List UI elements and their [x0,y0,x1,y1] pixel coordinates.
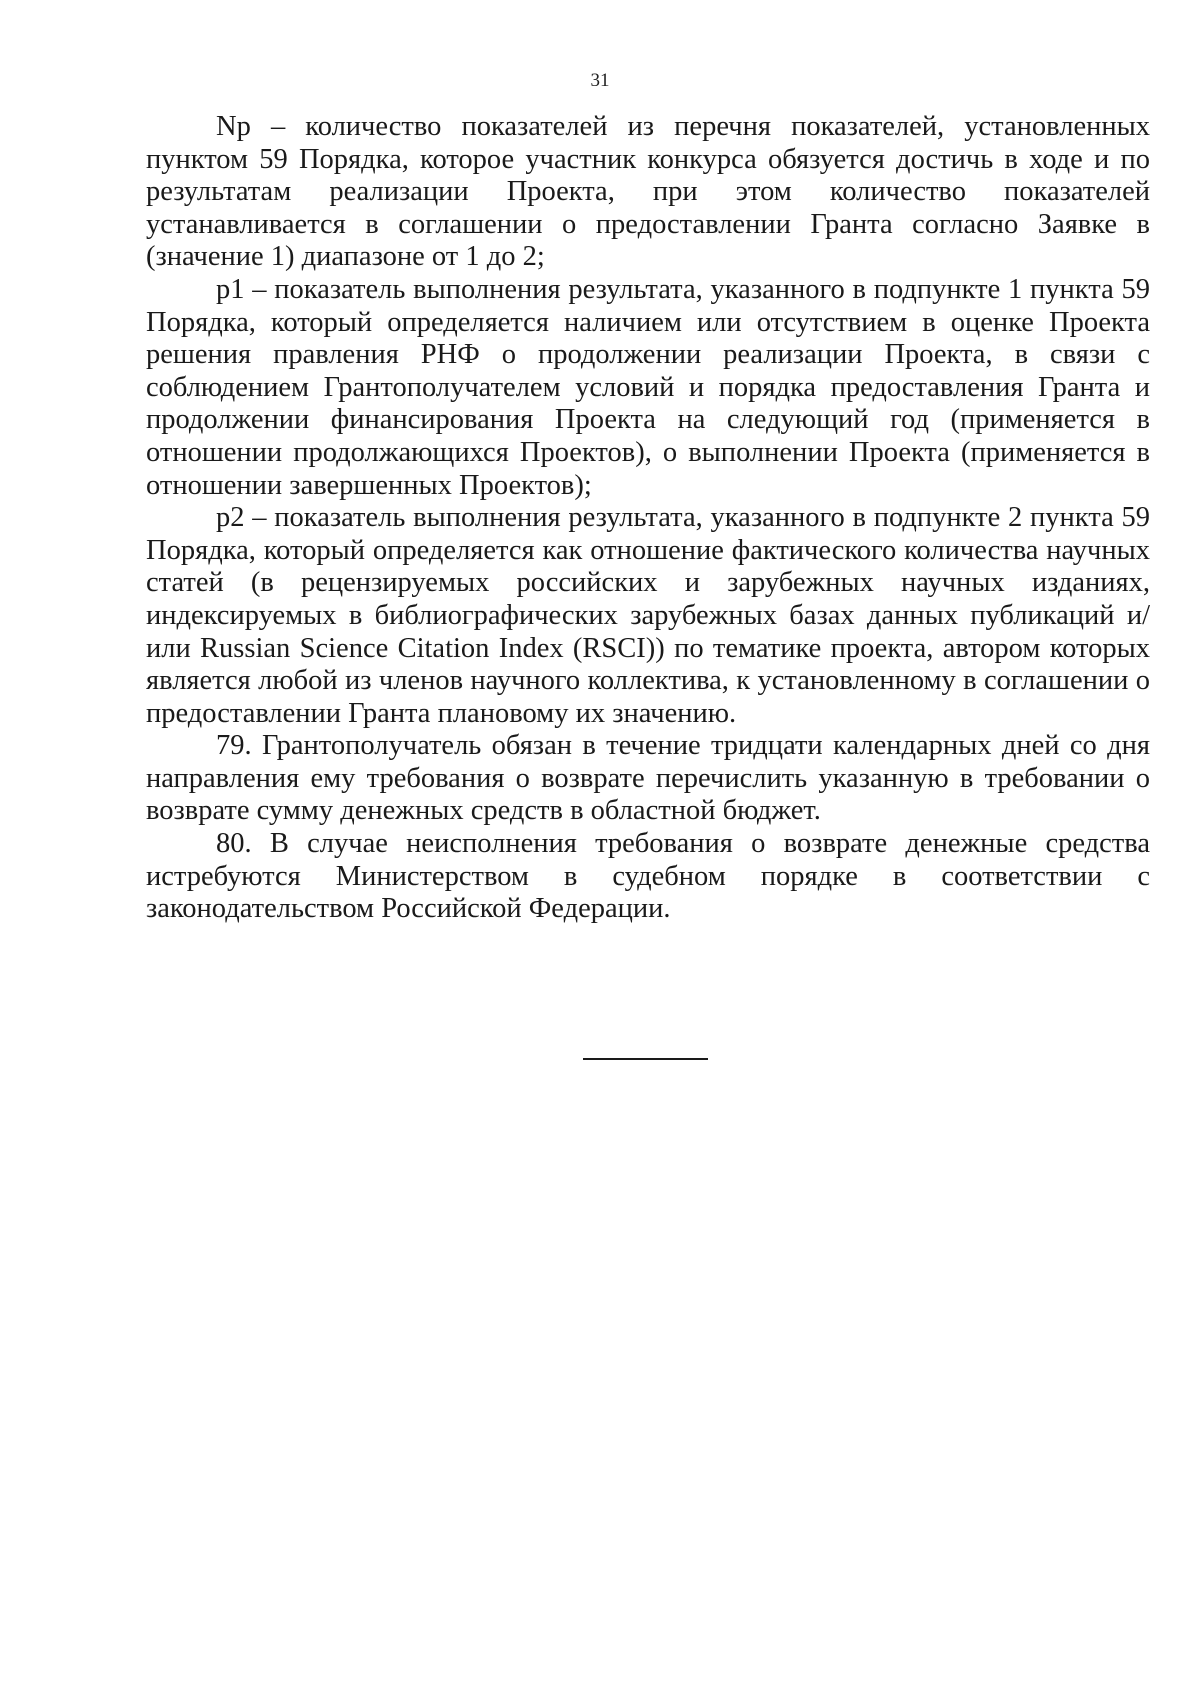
paragraph-p2-definition: p2 – показатель выполнения результата, указанного в подпункте 2 пункта 59 Порядка, который определяется как отношение фактического количества научных статей (в рецензируемых российских и зарубежных научных изданиях, индексируемых в библиографических зарубежных базах данных публикаций и/или Russian Science Citation Index (RSCI)) по тематике проекта, автором которых является любой из членов научного коллектива, к установленному в соглашении о предоставлении Гранта плановому их значению. [146,502,1150,729]
document-body [146,111,1150,926]
paragraph-np-definition: Np – количество показателей из перечня показателей, установленных пунктом 59 Порядка, которое участник конкурса обязуется достичь в ходе и по результатам реализации Проекта, при этом количество показателей устанавливается в соглашении о предоставлении Гранта согласно Заявке в (значение 1) диапазоне от 1 до 2; [146,111,1150,273]
paragraph-clause-79: 79. Грантополучатель обязан в течение тридцати календарных дней со дня направления ему требования о возврате перечислить указанную в требовании о возврате сумму денежных средств в областной бюджет. [146,730,1150,827]
paragraph-p1-definition: p1 – показатель выполнения результата, указанного в подпункте 1 пункта 59 Порядка, который определяется наличием или отсутствием в оценке Проекта решения правления РНФ о продолжении реализации Проекта, в связи с соблюдением Грантополучателем условий и порядка предоставления Гранта и продолжении финансирования Проекта на следующий год (применяется в отношении продолжающихся Проектов), о выполнении Проекта (применяется в отношении завершенных Проектов); [146,273,1150,501]
page-number: 31 [590,70,610,91]
end-of-document-rule [583,1058,708,1060]
paragraph-clause-80: 80. В случае неисполнения требования о возврате денежные средства истребуются Министерством в судебном порядке в соответствии с законодательством Российской Федерации. [146,828,1150,925]
